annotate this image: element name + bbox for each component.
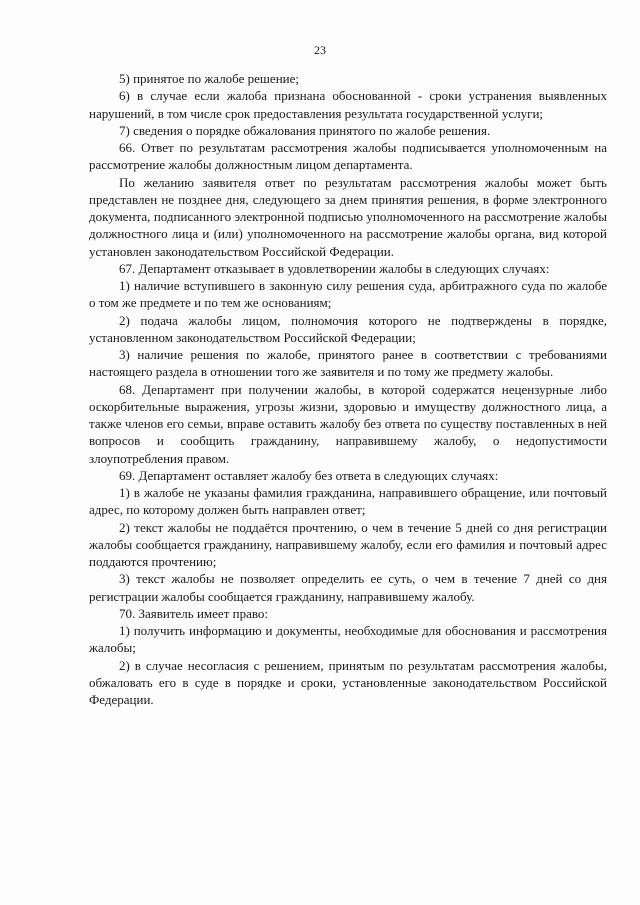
paragraph: 2) текст жалобы не поддаётся прочтению, о чем в течение 5 дней со дня регистрации жалобы сообщается гражданину, направившему жалобу, если его фамилия и почтовый адрес поддаются прочтению; — [89, 519, 607, 569]
paragraph: 7) сведения о порядке обжалования принятого по жалобе решения. — [119, 122, 491, 138]
paragraph: 5) принятое по жалобе решение; — [119, 71, 299, 86]
paragraph: 1) наличие вступившего в законную силу решения суда, арбитражного суда по жалобе о том же предмете и по тем же основаниям; — [89, 278, 607, 311]
paragraph: 1) в жалобе не указаны фамилия гражданина, направившего обращение, или почтовый адрес, по которому должен быть направлен ответ; — [89, 485, 607, 518]
paragraph: По желанию заявителя ответ по результатам рассмотрения жалобы может быть представлен не позднее дня, следующего за днем принятия решения, в форме электронного документа, подписанного электронной подписью уполномоченного на рассмотрение жалобы должностного лица и (или) уполномоченного на рассмотрение жалобы органа, вид которой установлен законодательством Российской Федерации. — [89, 174, 607, 259]
paragraph: 69. Департамент оставляет жалобу без ответа в следующих случаях: — [119, 467, 499, 483]
paragraph: 68. Департамент при получении жалобы, в которой содержатся нецензурные либо оскорбительные выражения, угрозы жизни, здоровью и имуществу должностного лица, а также членов его семьи, вправе оставить жалобу без ответа по существу поставленных в ней вопросов и сообщить гражданину, направившему жалобу, о недопустимости злоупотребления правом. — [89, 381, 607, 466]
paragraph: 2) в случае несогласия с решением, принятым по результатам рассмотрения жалобы, обжаловать его в суде в порядке и сроки, установленные законодательством Российской Федерации. — [89, 657, 607, 707]
paragraph: 67. Департамент отказывает в удовлетворении жалобы в следующих случаях: — [119, 260, 550, 276]
page-number: 23 — [314, 43, 326, 57]
paragraph: 66. Ответ по результатам рассмотрения жалобы подписывается уполномоченным на рассмотрение жалобы должностным лицом департамента. — [89, 140, 607, 173]
paragraph: 1) получить информацию и документы, необходимые для обоснования и рассмотрения жалобы; — [89, 623, 607, 656]
document-body — [89, 70, 607, 708]
paragraph: 2) подача жалобы лицом, полномочия которого не подтверждены в порядке, установленном законодательством Российской Федерации; — [89, 312, 607, 345]
paragraph: 3) текст жалобы не позволяет определить ее суть, о чем в течение 7 дней со дня регистрации жалобы сообщается гражданину, направившему жалобу. — [89, 571, 607, 604]
paragraph: 6) в случае если жалоба признана обоснованной - сроки устранения выявленных нарушений, в том числе срок предоставления результата государственной услуги; — [89, 88, 607, 121]
paragraph: 3) наличие решения по жалобе, принятого ранее в соответствии с требованиями настоящего раздела в отношении того же заявителя и по тому же предмету жалобы. — [89, 347, 607, 380]
paragraph: 70. Заявитель имеет право: — [119, 605, 269, 621]
